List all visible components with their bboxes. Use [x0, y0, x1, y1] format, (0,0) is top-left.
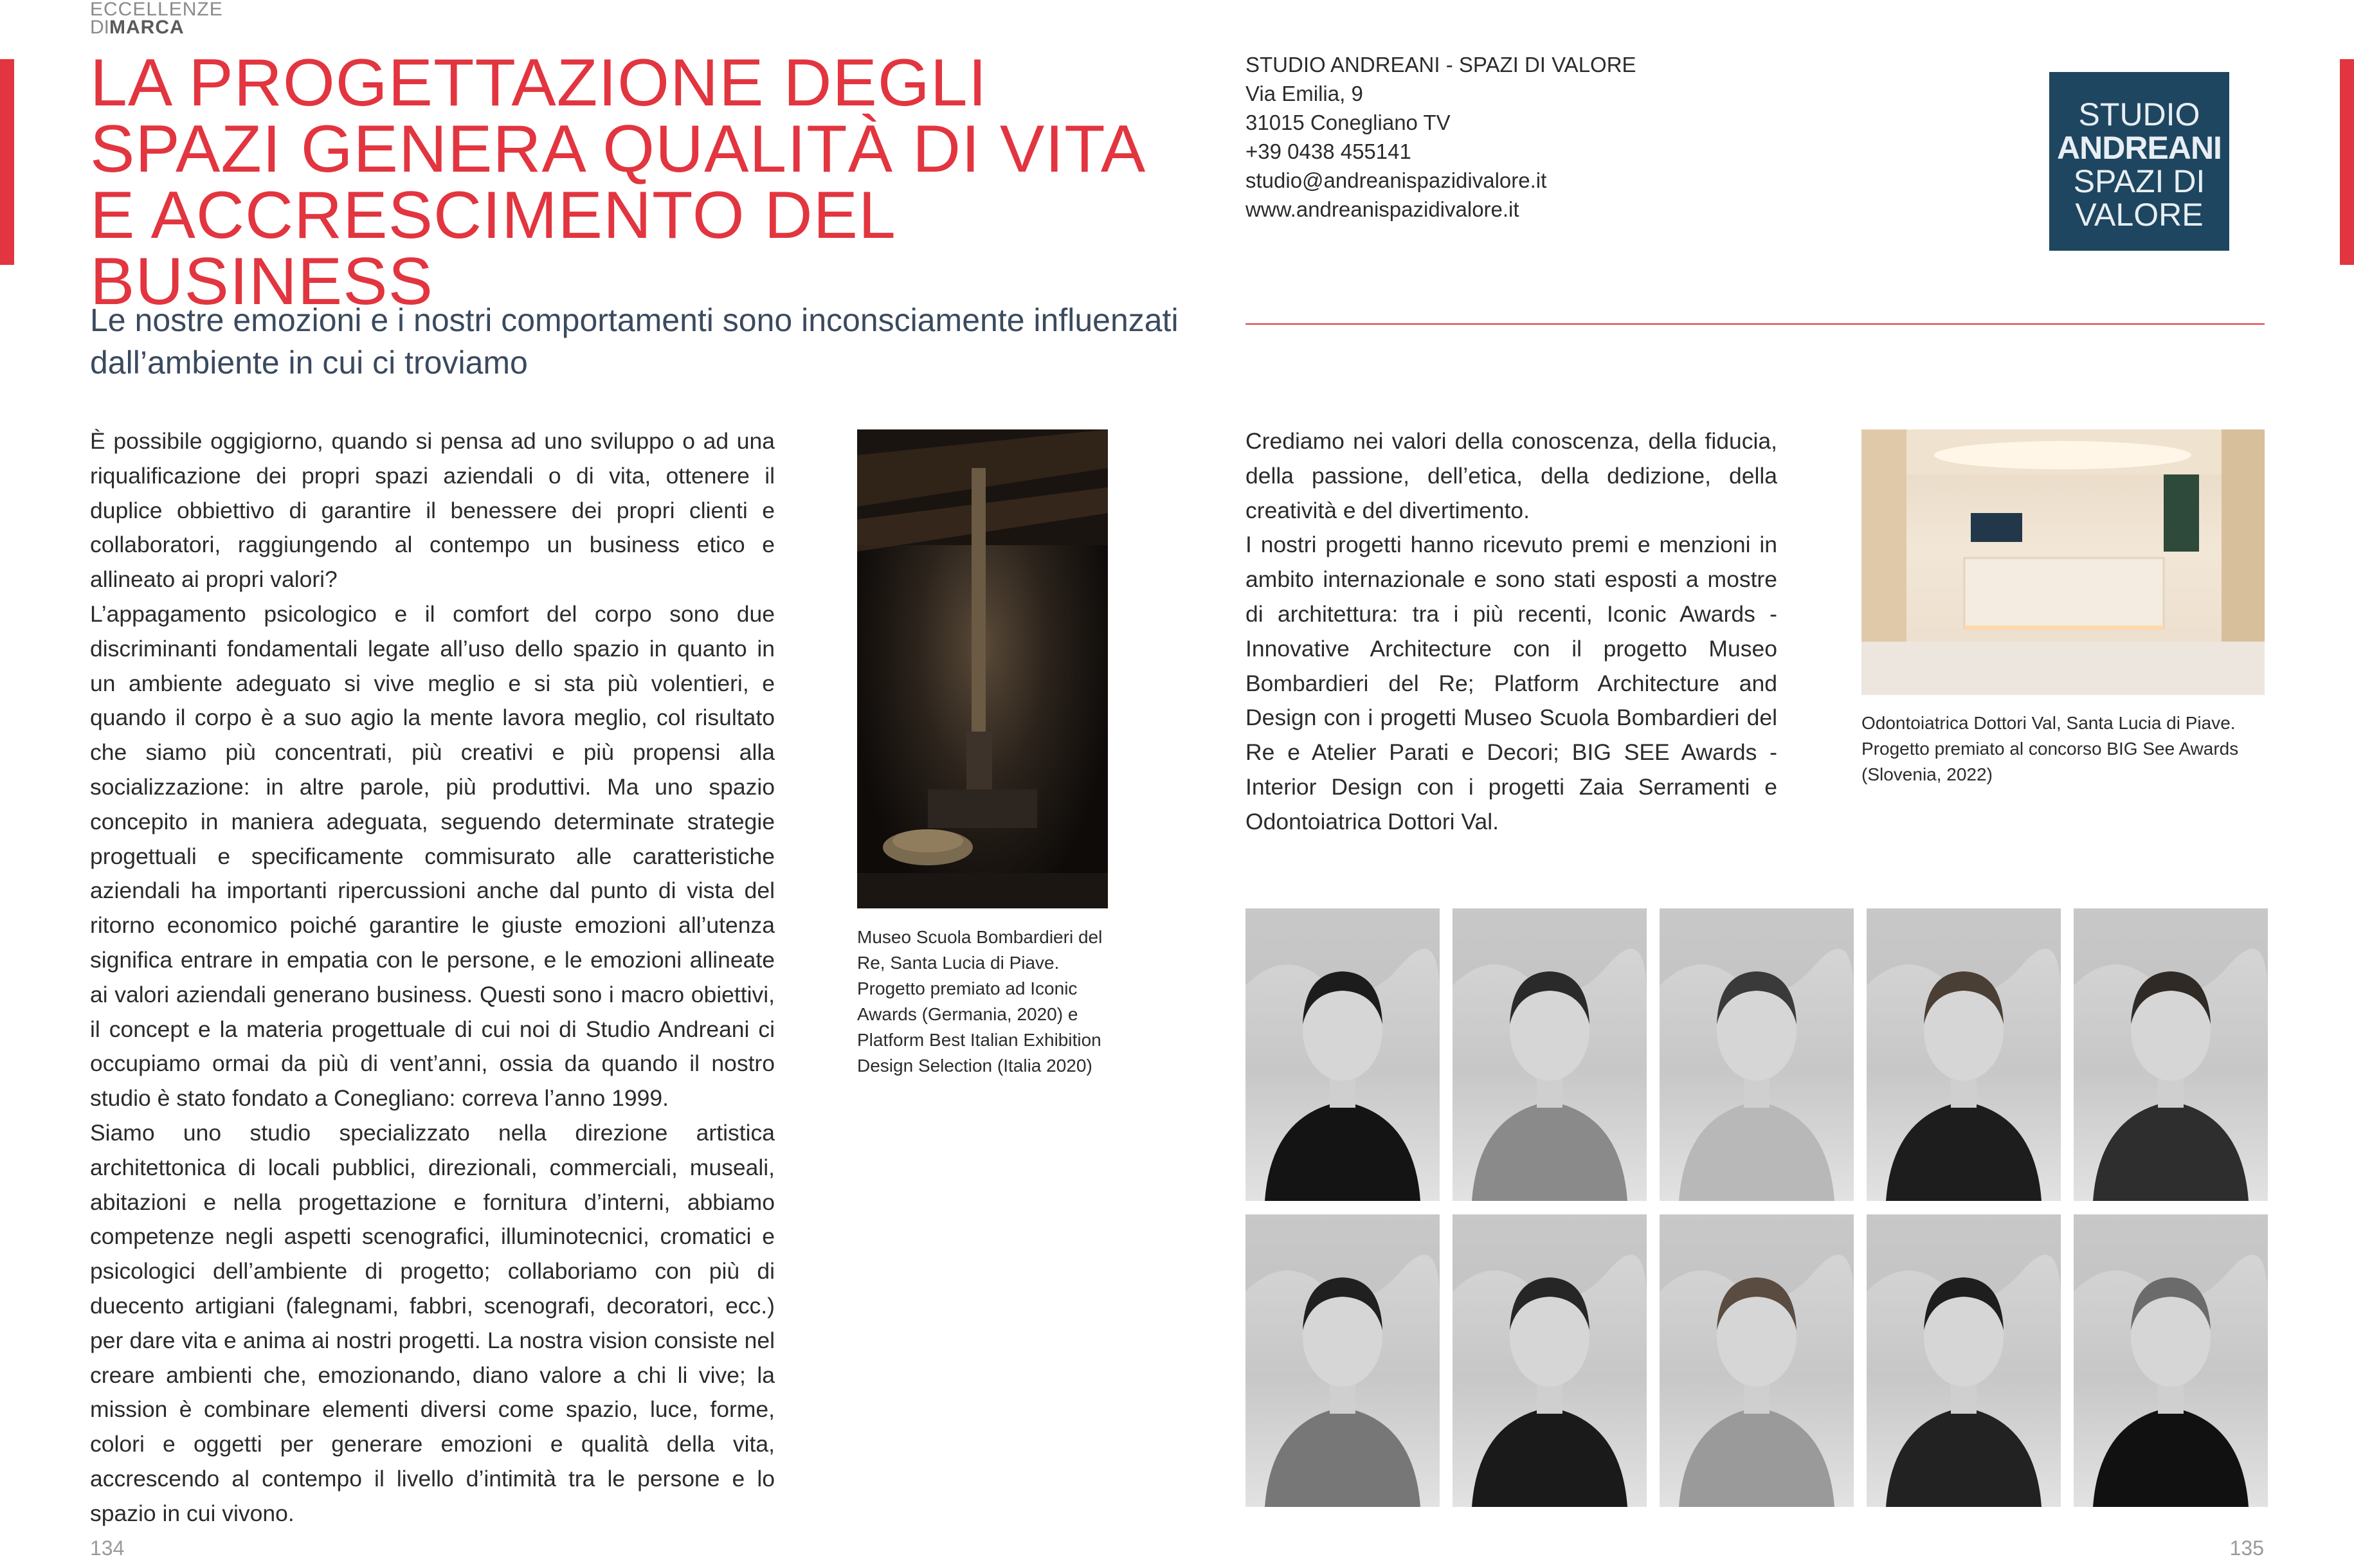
paragraph-3: Siamo uno studio specializzato nella direzione artistica architettonica di locali pubblici, direzionali, commerciali, museali, abitazioni e nella progettazione e fornitura d’interni, abbiamo competenze negli aspetti scenografici, illuminotecnici, cromatici e psicologici dell’ambiente di progetto; collaboriamo con più di duecento artigiani (falegnami, fabbri, scenografi, decoratori, ecc.) per dare vita e anima ai nostri progetti. La nostra vision consiste nel creare ambienti che, emozionando, diano valore a chi li vive; la mission è combinare elementi diversi come spazio, luce, forme, colori e oggetti per generare emozioni e qualità della vita, accrescendo al contempo il livello d’intimità tra le persone e lo spazio in cui vivono.	[90, 1119, 775, 1526]
left-accent-bar	[0, 59, 14, 265]
paragraph-4: Crediamo nei valori della conoscenza, della fiducia, della passione, dell’etica, della dedizione, della creatività e del divertimento.	[1245, 428, 1777, 523]
page-number-right: 135	[2229, 1536, 2264, 1560]
right-accent-bar	[2340, 59, 2354, 265]
contact-name: STUDIO ANDREANI - SPAZI DI VALORE	[1245, 53, 1636, 77]
portrait-illustration	[1245, 1214, 1440, 1507]
dental-photo-illustration	[1861, 429, 2265, 695]
portrait-illustration	[1245, 908, 1440, 1201]
article-title: LA PROGETTAZIONE DEGLI SPAZI GENERA QUALITÀ DI VITA E ACCRESCIMENTO DEL BUSINESS	[90, 46, 1143, 319]
brand-line-2	[90, 18, 223, 37]
museum-caption: Museo Scuola Bombardieri del Re, Santa Lucia di Piave. Progetto premiato ad Iconic Awards (Germania, 2020) e Platform Best Italian Exhibition Design Selection (Italia 2020)	[857, 927, 1103, 1076]
brand-line-1: ECCELLENZE	[90, 0, 223, 20]
studio-logo	[2049, 72, 2229, 251]
article-subtitle: Le nostre emozioni e i nostri comportamenti sono inconsciamente influenzati dall’ambiente in cui ci troviamo	[90, 302, 1179, 381]
portrait-illustration	[1660, 908, 1854, 1201]
contact-email[interactable]: studio@andreanispazidivalore.it	[1245, 168, 1547, 192]
team-portrait	[1867, 1214, 2061, 1507]
paragraph-5: I nostri progetti hanno ricevuto premi e menzioni in ambito internazionale e sono stati esposti a mostre di architettura: tra i più recenti, Iconic Awards - Innovative Architecture con il progetto Museo Bombardieri del Re; Platform Architecture and Design con i progetti Museo Scuola Bombardieri del Re e Atelier Parati e Decori; BIG SEE Awards - Interior Design con i progetti Zaia Serramenti e Odontoiatrica Dottori Val.	[1245, 532, 1777, 834]
header-divider	[1245, 323, 2265, 325]
contact-website[interactable]: www.andreanispazidivalore.it	[1245, 197, 1519, 221]
dental-caption: Odontoiatrica Dottori Val, Santa Lucia di Piave. Progetto premiato al concorso BIG See Awards (Slovenia, 2022)	[1861, 713, 2239, 784]
article-column-left	[90, 424, 775, 1531]
portrait-illustration	[1867, 908, 2061, 1201]
portrait-illustration	[1660, 1214, 1854, 1507]
portrait-illustration	[2074, 1214, 2268, 1507]
team-portrait	[1453, 1214, 1647, 1507]
team-portrait	[2074, 1214, 2268, 1507]
team-portrait	[1660, 908, 1854, 1201]
brand-di: DI	[90, 17, 109, 38]
team-portrait	[1453, 908, 1647, 1201]
portrait-illustration	[1453, 1214, 1647, 1507]
portrait-illustration	[1453, 908, 1647, 1201]
logo-line-4: VALORE	[2075, 197, 2204, 233]
museum-photo-illustration	[857, 429, 1108, 908]
brand-marca: MARCA	[109, 17, 185, 38]
paragraph-1: È possibile oggigiorno, quando si pensa ad uno sviluppo o ad una riqualificazione dei propri spazi aziendali o di vita, ottenere il duplice obbiettivo di garantire il benessere dei propri clienti e collaboratori, raggiungendo al contempo un business etico e allineato ai propri valori?	[90, 428, 775, 593]
page-number-left: 134	[90, 1536, 125, 1560]
team-portrait	[1660, 1214, 1854, 1507]
contact-block	[1245, 50, 1636, 224]
dental-clinic-photo	[1861, 429, 2265, 695]
portrait-illustration	[2074, 908, 2268, 1201]
logo-line-3: SPAZI DI	[2073, 163, 2205, 199]
museum-photo	[857, 429, 1108, 908]
team-portrait	[1867, 908, 2061, 1201]
logo-line-1: STUDIO	[2078, 96, 2200, 132]
logo-line-2: ANDREANI	[2057, 130, 2222, 166]
team-portrait	[2074, 908, 2268, 1201]
team-portrait	[1245, 1214, 1440, 1507]
contact-address: Via Emilia, 9	[1245, 82, 1363, 105]
team-portrait	[1245, 908, 1440, 1201]
article-column-right	[1245, 424, 1777, 840]
contact-phone: +39 0438 455141	[1245, 140, 1411, 163]
magazine-brand	[90, 0, 223, 37]
paragraph-2: L’appagamento psicologico e il comfort del corpo sono due discriminanti fondamentali legate all’uso dello spazio in quanto in un ambiente adeguato si vive meglio e si sta più volentieri, e quando il corpo è a suo agio la mente lavora meglio, col risultato che siamo più concentrati, più creativi e più propensi alla socializzazione: in altre parole, più produttivi. Ma uno spazio concepito in maniera adeguata, seguendo determinate strategie progettuali e specificamente commisurato alle caratteristiche aziendali ha importanti ripercussioni anche dal punto di vista del ritorno economico poiché garantire le giuste emozioni all’utenza significa entrare in empatia con le persone, e le emozioni allineate ai valori aziendali generano business. Questi sono i macro obiettivi, il concept e la materia progettuale di cui noi di Studio Andreani ci occupiamo ormai da più di vent’anni, ossia da quando il nostro studio è stato fondato a Conegliano: correva l’anno 1999.	[90, 600, 775, 1112]
contact-city: 31015 Conegliano TV	[1245, 111, 1451, 134]
portrait-illustration	[1867, 1214, 2061, 1507]
